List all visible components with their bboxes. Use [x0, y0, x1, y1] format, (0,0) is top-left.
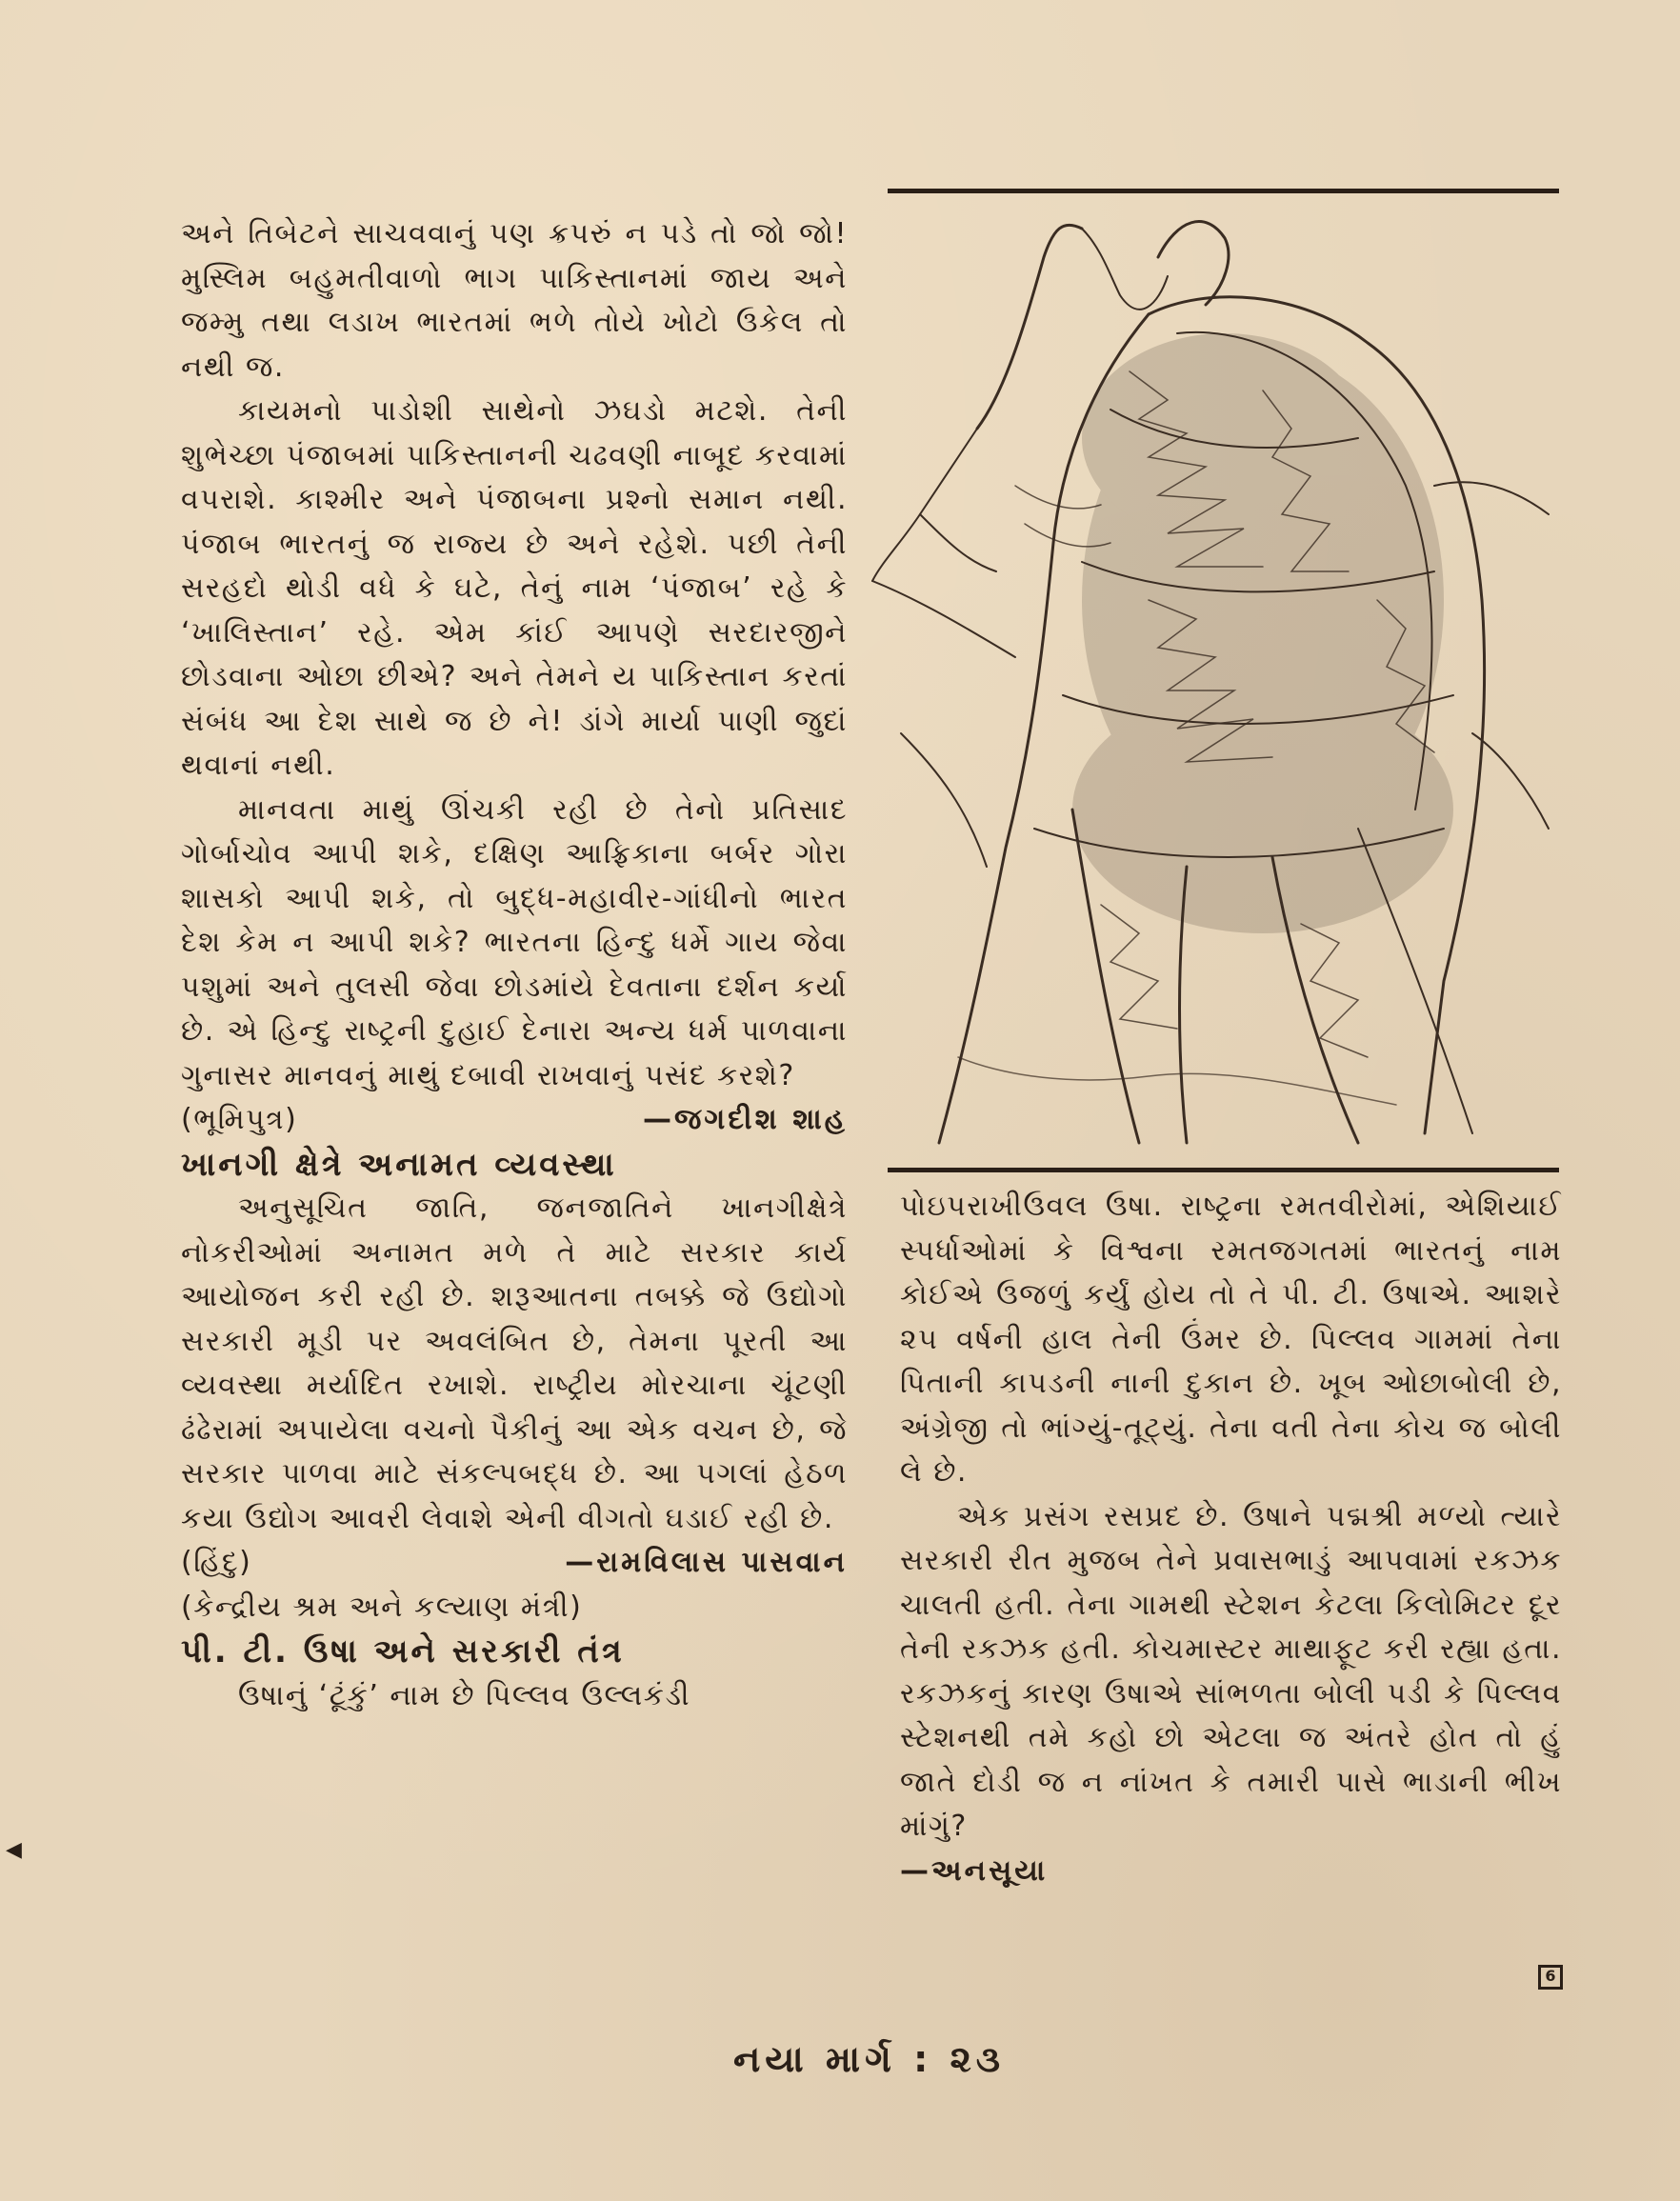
author-jagdish-shah: —જગદીશ શાહ — [642, 1103, 848, 1136]
left-column — [181, 212, 848, 1718]
illustration-top-rule — [888, 189, 1559, 193]
paragraph-usha-continued: પોઇપરાખીઉવલ ઉષા. રાષ્ટ્રના રમતવીરોમાં, એશિયાઈ સ્પર્ધાઓમાં કે વિશ્વના રમતજગતમાં ભારતનું નામ કોઈએ ઉજળું કર્યું હોય તો તે પી. ટી. ઉષાએ. આશરે ૨૫ વર્ષની હાલ તેની ઉંમર છે. પિલ્લવ ગામમાં તેના પિતાની કાપડની નાની દુકાન છે. ખૂબ ઓછાબોલી છે, અંગ્રેજી તો ભાંગ્યું-તૂટ્યું. તેના વતી તેના કોચ જ બોલી લે છે. — [900, 1190, 1562, 1489]
author-designation: (કેન્દ્રીય શ્રમ અને કલ્યાણ મંત્રી) — [181, 1590, 583, 1624]
paragraph-usha-start: ઉષાનું ‘ટૂંકું’ નામ છે પિલ્લવ ઉલ્લકંડી — [238, 1678, 691, 1712]
page-footer: નયા માર્ગ : ૨૩ — [733, 2038, 1006, 2080]
byline-jagdish — [181, 1098, 848, 1143]
author-anasuya: —અનસૂયા — [900, 1853, 1049, 1888]
right-column — [900, 1185, 1562, 1893]
paragraph-humanity: માનવતા માથું ઊંચકી રહી છે તેનો પ્રતિસાદ ગોર્બાચોવ આપી શકે, દક્ષિણ આફ્રિકાના બર્બર ગોરા શાસકો આપી શકે, તો બુદ્ધ-મહાવીર-ગાંધીનો ભારત દેશ કેમ ન આપી શકે? ભારતના હિન્દુ ધર્મે ગાય જેવા પશુમાં અને તુલસી જેવા છોડમાંયે દેવતાના દર્શન કર્યા છે. એ હિન્દુ રાષ્ટ્રની દુહાઈ દેનારા અન્ય ધર્મ પાળવાના ગુનાસર માનવનું માથું દબાવી રાખવાનું પસંદ કરશે? — [181, 792, 848, 1092]
author-ramvilas-paswan: —રામવિલાસ પાસવાન — [565, 1546, 848, 1579]
heading-private-sector-reservation: ખાનગી ક્ષેત્રે અનામત વ્યવસ્થા — [181, 1145, 617, 1184]
heading-pt-usha: પી. ટી. ઉષા અને સરકારી તંત્ર — [181, 1632, 625, 1671]
source-hindu: (હિંદુ) — [181, 1546, 252, 1579]
paragraph-tibet: અને તિબેટને સાચવવાનું પણ ક્રપરું ન પડે તો જો જો! મુસ્લિમ બહુમતીવાળો ભાગ પાકિસ્તાનમાં જાય અને જમ્મુ તથા લડાખ ભારતમાં ભળે તોયે ખોટો ઉકેલ તો નથી જ. — [181, 217, 848, 384]
end-of-article-mark: 6 — [1538, 1965, 1563, 1990]
abstract-sketch-illustration — [863, 200, 1568, 1164]
byline-paswan — [181, 1541, 848, 1586]
paragraph-punjab: કાયમનો પાડોશી સાથેનો ઝઘડો મટશે. તેની શુભેચ્છા પંજાબમાં પાકિસ્તાનની ચઢવણી નાબૂદ કરવામાં વપરાશે. કાશ્મીર અને પંજાબના પ્રશ્નો સમાન નથી. પંજાબ ભારતનું જ રાજ્ય છે અને રહેશે. પછી તેની સરહદો થોડી વધે કે ઘટે, તેનું નામ ‘પંજાબ’ રહે કે ‘ખાલિસ્તાન’ રહે. એમ કાંઈ આપણે સરદારજીને છોડવાના ઓછા છીએ? અને તેમને ય પાકિસ્તાન કરતાં સંબંધ આ દેશ સાથે જ છે ને! ડાંગે માર્યા પાણી જુદાં થવાનાં નથી. — [181, 394, 848, 782]
illustration-bottom-rule — [888, 1168, 1559, 1172]
paragraph-reservation: અનુસૂચિત જાતિ, જનજાતિને ખાનગીક્ષેત્રે નોકરીઓમાં અનામત મળે તે માટે સરકાર કાર્ય આયોજન કરી રહી છે. શરૂઆતના તબક્કે જે ઉદ્યોગો સરકારી મૂડી પર અવલંબિત છે, તેમના પૂરતી આ વ્યવસ્થા મર્યાદિત રખાશે. રાષ્ટ્રીય મોરચાના ચૂંટણી ઢંઢેરામાં અપાયેલા વચનો પૈકીનું આ એક વચન છે, જે સરકાર પાળવા માટે સંકલ્પબદ્ધ છે. આ પગલાં હેઠળ કયા ઉદ્યોગ આવરી લેવાશે એની વીગતો ઘડાઈ રહી છે. — [181, 1191, 848, 1535]
paragraph-padmashri: એક પ્રસંગ રસપ્રદ છે. ઉષાને પદ્મશ્રી મળ્યો ત્યારે સરકારી રીત મુજબ તેને પ્રવાસભાડું આપવામાં રકઝક ચાલતી હતી. તેના ગામથી સ્ટેશન કેટલા કિલોમિટર દૂર તેની રકઝક હતી. કોચમાસ્ટર માથાફૂટ કરી રહ્યા હતા. રકઝકનું કારણ ઉષાએ સાંભળતા બોલી પડી કે પિલ્લવ સ્ટેશનથી તમે કહો છો એટલા જ અંતરે હોત તો હું જાતે દોડી જ ન નાંખત કે તમારી પાસે ભાડાની ભીખ માંગું? — [900, 1499, 1562, 1843]
source-bhoomiputra: (ભૂમિપુત્ર) — [181, 1103, 298, 1136]
margin-pointer-icon: ◀ — [6, 1838, 22, 1862]
